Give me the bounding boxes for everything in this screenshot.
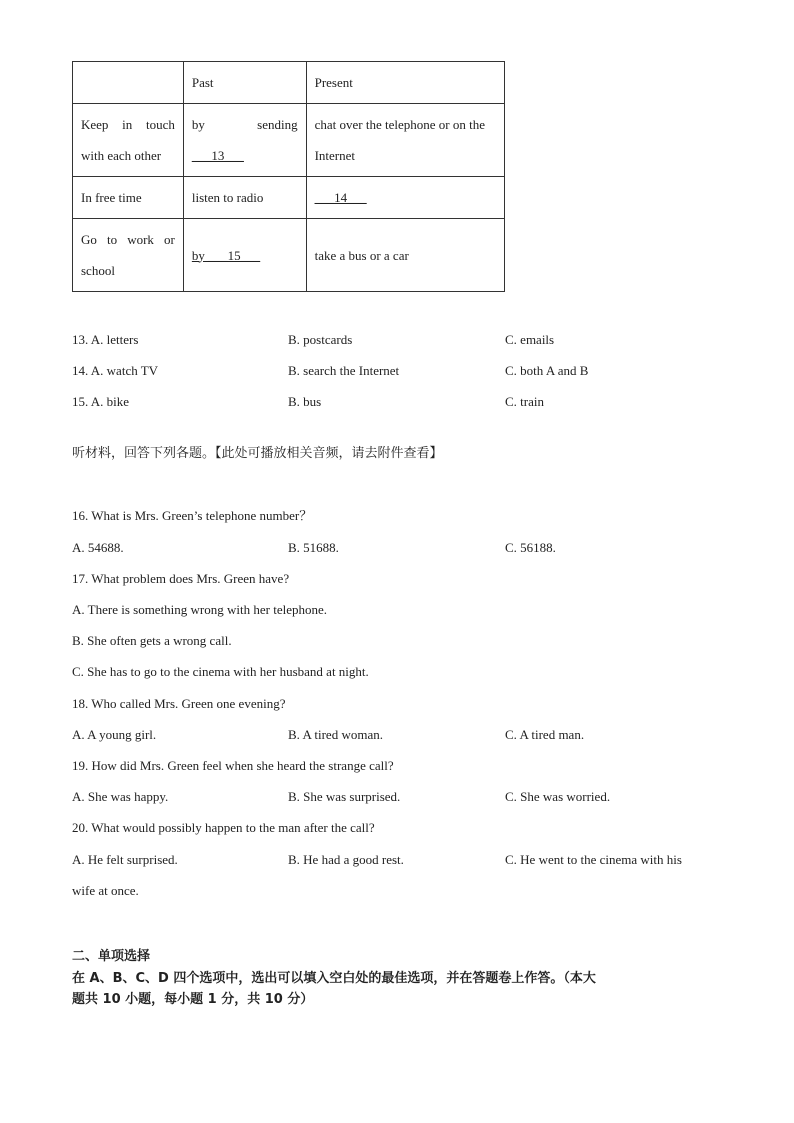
options-18 (72, 725, 732, 745)
cell-keep-in-touch (73, 104, 184, 177)
option-b: B. He had a good rest. (288, 852, 404, 867)
option-b: B. A tired woman. (288, 727, 383, 742)
option-a: 14. A. watch TV (72, 363, 159, 378)
comparison-table (72, 61, 505, 292)
options-15 (72, 392, 732, 412)
header-cell-past: Past (183, 62, 306, 104)
option-b: B. bus (288, 394, 322, 409)
cell-past-13 (183, 104, 306, 177)
word: in (122, 117, 133, 132)
option-b: B. She was surprised. (288, 789, 401, 804)
cell-line: with each other (81, 148, 162, 163)
word: by (191, 117, 205, 132)
option-c: C. A tired man. (505, 727, 585, 742)
blank-13: ___13___ (191, 148, 244, 163)
word: or (164, 232, 175, 247)
option-20-c-continued: wife at once. (72, 883, 139, 898)
cell-line (81, 109, 175, 140)
options-13 (72, 330, 732, 350)
option-c: C. both A and B (505, 363, 589, 378)
cell-line (81, 224, 175, 255)
table-row-free-time (73, 177, 505, 219)
word: Go (81, 232, 97, 247)
question-16: 16. What is Mrs. Green’s telephone number？ (72, 508, 313, 523)
option-b: B. postcards (288, 332, 353, 347)
cell-present-go: take a bus or a car (306, 219, 504, 292)
header-cell-present: Present (306, 62, 504, 104)
table-row-keep-in-touch (73, 104, 505, 177)
options-16 (72, 538, 732, 558)
option-c: C. train (505, 394, 544, 409)
section-2-instruction-line-2: 题共 10 小题，每小题 1 分，共 10 分） (72, 992, 314, 1007)
option-a: A. He felt surprised. (72, 852, 178, 867)
option-a: A. 54688. (72, 540, 124, 555)
option-b: B. search the Internet (288, 363, 400, 378)
option-a: 15. A. bike (72, 394, 130, 409)
cell-line: Internet (314, 148, 356, 163)
header-cell-empty (73, 62, 184, 104)
question-17: 17. What problem does Mrs. Green have? (72, 571, 290, 586)
options-20 (72, 850, 732, 870)
option-c: C. 56188. (505, 540, 556, 555)
cell-line (192, 109, 298, 140)
section-2-title: 二、单项选择 (72, 949, 151, 964)
question-20: 20. What would possibly happen to the man after the call? (72, 820, 375, 835)
cell-line: school (81, 263, 115, 278)
option-17-b: B. She often gets a wrong call. (72, 633, 232, 648)
table-header-row (73, 62, 505, 104)
options-14 (72, 361, 732, 381)
word: sending (257, 117, 298, 132)
word: to (106, 232, 118, 247)
option-17-c: C. She has to go to the cinema with her husband at night. (72, 664, 369, 679)
option-c: C. emails (505, 332, 555, 347)
blank-14-text: ___14___ (314, 190, 367, 205)
word: touch (145, 117, 175, 132)
table-row-go-to-work (73, 219, 505, 292)
cell-past-free-time: listen to radio (183, 177, 306, 219)
blank-15-text: by ___15___ (191, 247, 261, 263)
option-a: 13. A. letters (72, 332, 139, 347)
cell-line: chat over the telephone or on the (314, 117, 485, 132)
option-c: C. He went to the cinema with his (505, 852, 682, 867)
cell-free-time: In free time (73, 177, 184, 219)
option-c: C. She was worried. (505, 789, 611, 804)
listening-instruction: 听材料，回答下列各题。【此处可播放相关音频，请去附件查看】 (72, 446, 443, 461)
option-a: A. She was happy. (72, 789, 169, 804)
blank-14 (306, 177, 504, 219)
section-2-instruction-line-1: 在 A、B、C、D 四个选项中，选出可以填入空白处的最佳选项，并在答题卷上作答。（本大 (72, 971, 596, 986)
option-b: B. 51688. (288, 540, 339, 555)
options-19 (72, 787, 732, 807)
word: work (127, 232, 154, 247)
question-19: 19. How did Mrs. Green feel when she heard the strange call? (72, 758, 394, 773)
cell-go-to-work (73, 219, 184, 292)
cell-present-keep (306, 104, 504, 177)
question-18: 18. Who called Mrs. Green one evening? (72, 696, 286, 711)
blank-15 (183, 219, 306, 292)
option-17-a: A. There is something wrong with her telephone. (72, 602, 328, 617)
option-a: A. A young girl. (72, 727, 157, 742)
word: Keep (81, 117, 109, 132)
